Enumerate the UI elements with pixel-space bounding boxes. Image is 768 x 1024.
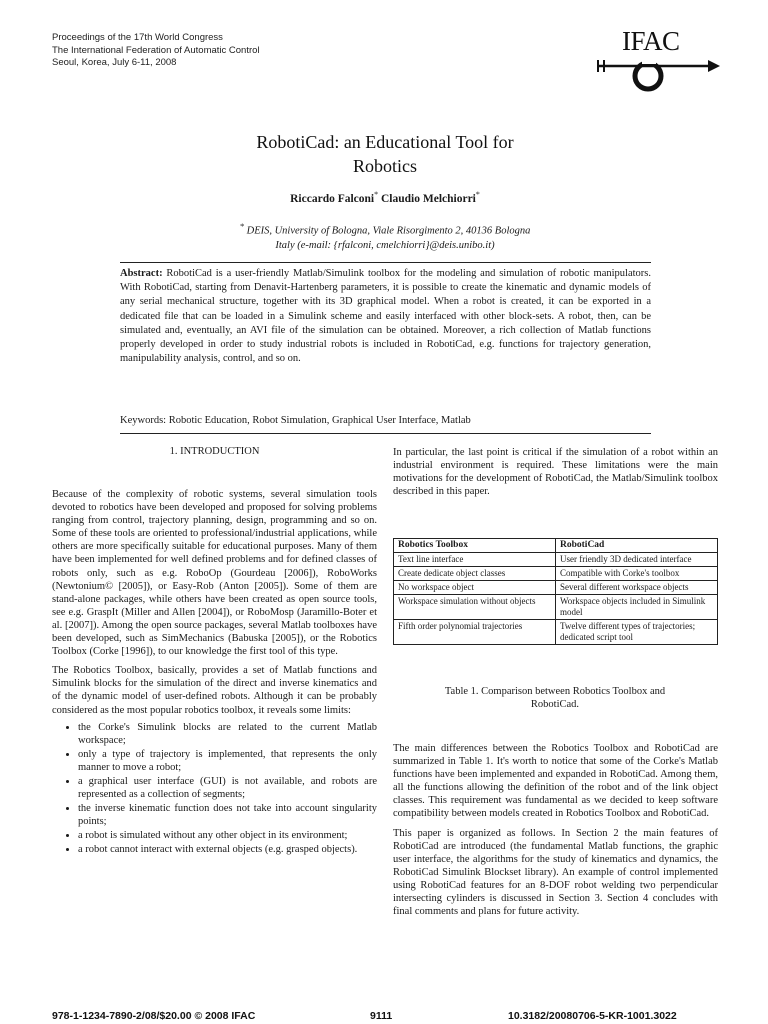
list-item: • the inverse kinematic function does not take into account singularity points; [78,802,377,828]
table-row [394,620,718,645]
proceedings-header [52,32,260,70]
abstract-top-rule [120,262,651,263]
table-header-row [394,539,718,553]
limits-list [52,721,377,857]
table-cell: Compatible with Corke's toolbox [556,567,718,581]
affiliation-mark: * [239,221,244,231]
table-row [394,595,718,620]
affiliation-line-1: DEIS, University of Bologna, Viale Risorgimento 2, 40136 Bologna [246,225,531,237]
right-paragraph-2: The main differences between the Robotics Toolbox and RobotiCad are summarized in Table 1. It's worth to notice that some of the Corke's Matlab functions have been implemented and expanded in RobotiCad. Among them, all the functions allowing the definition of the robot and of the link object classes. This requirement was fundamental as we decided to keep software compatibility between models created in Robotics Toolbox and RobotiCad. [393,743,718,820]
author-1: Riccardo Falconi [290,192,375,205]
abstract [120,267,651,366]
abstract-label: Abstract: [120,268,163,279]
section-heading-introduction: 1. INTRODUCTION [169,446,260,457]
table-cell: Twelve different types of trajectories; dedicated script tool [556,620,718,645]
table-row [394,581,718,595]
affiliation [150,219,620,253]
table-cell: Create dedicate object classes [394,567,556,581]
table-cell: Fifth order polynomial trajectories [394,620,556,645]
list-item: • only a type of trajectory is implemented, that represents the only manner to move a robot; [78,748,377,774]
table-cell: Workspace simulation without objects [394,595,556,620]
abstract-bottom-rule [120,433,651,434]
author-2-mark: * [475,190,480,199]
header-line-1: Proceedings of the 17th World Congress [52,32,223,43]
keywords: Keywords: Robotic Education, Robot Simulation, Graphical User Interface, Matlab [120,415,471,426]
intro-paragraph-1: Because of the complexity of robotic systems, several simulation tools devoted to robotics have been developed and proposed for solving problems ranging from control, trajectory planning, design, programming and so on. Some of these tools are oriented to professional/industrial applications, while others are more specifically suitable for educational purposes. Many of them have been implemented for well defined problems and for defined classes of robots only, such as e.g. RoboOp (Gourdeau [2006]), RoboWorks (Newtonium© [2005]), or Easy-Rob (Anton [2005]). Some of them are stand-alone packages, while others have been created as open source tools, see e.g. GraspIt (Miller and Allen [2004]), or RoboMosp (Jaramillo-Boter et al. [2007]). Among the open source packages, several Matlab toolboxes have been developed, such as SimMechanics (Babuska [2005]), or the Robotics Toolbox (Corke [1996]), to our knowledge the first tool of this type. [52,489,377,658]
left-column [52,488,377,858]
table-caption: Table 1. Comparison between Robotics Toolbox and RobotiCad. [444,686,666,710]
author-list [170,190,600,205]
table-header-cell: RobotiCad [556,539,718,553]
ifac-logo-text: IFAC [622,26,680,56]
abstract-text: RobotiCad is a user-friendly Matlab/Simulink toolbox for the modeling and simulation of robotic manipulators. With RobotiCad, starting from Denavit-Hartenberg parameters, it is possible to create the kinematic and dynamic models of any serial mechanical structure, together with its 3D graphical model. When a robot is created, it can be exported in a dedicated file that can be loaded in a Simulink scheme and easily interfaced with other block-sets. A robot, then, can be simulated and, eventually, an AVI file of the simulation can be obtained. Moreover, a rich collection of Matlab functions properly developed in order to study industrial robots is included in RobotiCad, e.g. functions for trajectory generation, manipulability analysis, control, and so on. [120,268,651,365]
table-cell: Several different workspace objects [556,581,718,595]
right-paragraph-3: This paper is organized as follows. In Section 2 the main features of RobotiCad are introduced (the fundamental Matlab functions, the graphic user interface, the algorithms for the study of kinematics and dynamics, the RobotiCad Simulink Blockset library). An example of control implemented using RobotiCad features for an 8-DOF robot welding two perpendicular intersecting cylinders is discussed in Section 3. Section 4 concludes with final comments and plans for future activity. [393,827,718,918]
table-header-cell: Robotics Toolbox [394,539,556,553]
title-line-1: RobotiCad: an Educational Tool for [256,132,514,152]
right-column-bottom [393,742,718,924]
right-paragraph-1: In particular, the last point is critical if the simulation of a robot within an industrial environment is required. These limitations were the main motivations for the development of RobotiCad, the Matlab/Simulink toolbox described in this paper. [393,447,718,498]
table-row [394,567,718,581]
author-2: Claudio Melchiorri [381,192,476,205]
paper-title [170,130,600,178]
right-column-top [393,446,718,504]
list-item: • a graphical user interface (GUI) is not available, and robots are represented as a collection of segments; [78,775,377,801]
table-cell: No workspace object [394,581,556,595]
footer-page-number: 9111 [370,1010,393,1022]
table-cell: Text line interface [394,553,556,567]
list-item: • the Corke's Simulink blocks are related to the current Matlab workspace; [78,721,377,747]
list-item: • a robot cannot interact with external objects (e.g. grasped objects). [78,843,377,856]
table-cell: Workspace objects included in Simulink model [556,595,718,620]
footer-doi: 10.3182/20080706-5-KR-1001.3022 [508,1010,677,1022]
title-line-2: Robotics [352,156,417,176]
table-cell: User friendly 3D dedicated interface [556,553,718,567]
affiliation-line-2: Italy (e-mail: {rfalconi, cmelchiorri}@deis.unibo.it) [275,239,495,251]
header-line-2: The International Federation of Automatic Control [52,44,260,56]
ifac-logo-emblem-icon [590,26,720,98]
list-item: • a robot is simulated without any other object in its environment; [78,829,377,842]
table-row [394,553,718,567]
header-line-3: Seoul, Korea, July 6-11, 2008 [52,57,177,68]
footer-isbn: 978-1-1234-7890-2/08/$20.00 © 2008 IFAC [52,1010,256,1022]
ifac-logo [590,26,720,98]
intro-paragraph-2: The Robotics Toolbox, basically, provides a set of Matlab functions and Simulink blocks for the simulation of the direct and inverse kinematics and of the dynamic model of user-defined robots. Although it can be probably considered as the most popular robotics toolbox, it reveals some limits: [52,665,377,716]
comparison-table [393,538,718,645]
author-1-mark: * [374,190,379,199]
